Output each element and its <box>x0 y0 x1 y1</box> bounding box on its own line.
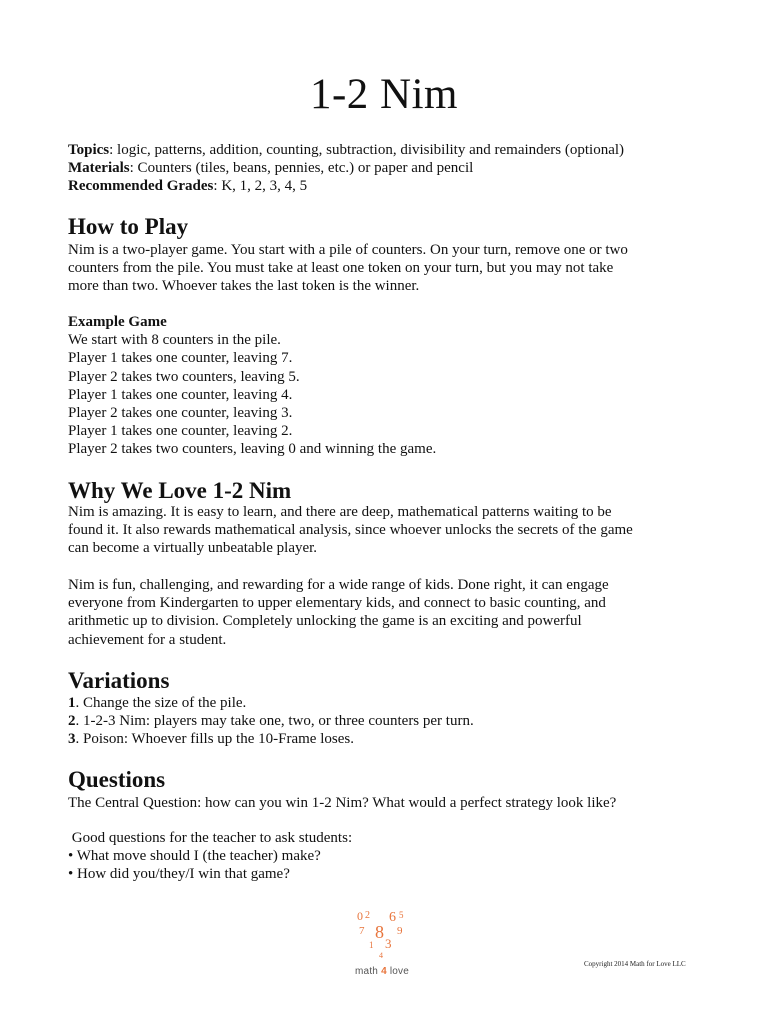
page-title: 1-2 Nim <box>309 71 459 118</box>
grades-value: : K, 1, 2, 3, 4, 5 <box>213 178 308 194</box>
example-line: Player 1 takes one counter, leaving 7. <box>68 350 293 367</box>
heart-of-numbers-icon <box>351 906 413 964</box>
teacher-question-bullet: • How did you/they/I win that game? <box>68 866 290 883</box>
materials-value: : Counters (tiles, beans, pennies, etc.) or paper and pencil <box>129 160 474 176</box>
grades-label: Recommended Grades <box>68 178 214 194</box>
how-to-play-heading: How to Play <box>68 214 189 239</box>
how-to-play-line: Nim is a two-player game. You start with a pile of counters. On your turn, remove one or two <box>68 242 628 258</box>
logo-digit: 5 <box>399 910 404 920</box>
why-line: can become a virtually unbeatable player. <box>68 540 318 557</box>
central-question <box>68 794 708 812</box>
math4love-logo <box>351 906 413 977</box>
why-line: found it. It also rewards mathematical analysis, since whoever unlocks the secrets of the game <box>68 522 633 539</box>
how-to-play-line: more than two. Whoever takes the last token is the winner. <box>68 278 420 295</box>
example-line: Player 1 takes one counter, leaving 2. <box>68 423 293 440</box>
why-line: achievement for a student. <box>68 631 227 648</box>
teacher-questions-intro: Good questions for the teacher to ask students: <box>68 830 353 846</box>
logo-digit: 8 <box>375 922 384 942</box>
meta-info <box>68 141 624 195</box>
how-to-play-line: counters from the pile. You must take at least one token on your turn, but you may not take <box>68 260 614 277</box>
logo-digit: 2 <box>365 910 370 921</box>
variation-item <box>68 730 708 748</box>
variation-text: . Poison: Whoever fills up the 10-Frame loses. <box>75 731 354 748</box>
logo-digit: 1 <box>369 940 374 950</box>
why-heading: Why We Love 1-2 Nim <box>68 478 292 503</box>
topics-line <box>68 141 624 159</box>
materials-label: Materials <box>68 160 130 176</box>
topics-label: Topics <box>68 142 110 158</box>
materials-line <box>68 159 624 177</box>
example-line: Player 2 takes two counters, leaving 5. <box>68 368 300 385</box>
logo-word-love: love <box>389 966 409 977</box>
logo-digit: 3 <box>385 936 392 951</box>
why-paragraph-2 <box>68 576 708 649</box>
variation-text: . 1-2-3 Nim: players may take one, two, or three counters per turn. <box>75 713 474 730</box>
questions-heading: Questions <box>68 767 166 792</box>
why-line: Nim is amazing. It is easy to learn, and there are deep, mathematical patterns waiting to be <box>68 504 612 520</box>
copyright-notice: Copyright 2014 Math for Love LLC <box>584 960 686 968</box>
logo-digit: 7 <box>359 925 365 937</box>
why-line: everyone from Kindergarten to upper elementary kids, and connect to basic counting, and <box>68 595 606 612</box>
why-line: arithmetic up to division. Completely unlocking the game is an exciting and powerful <box>68 613 582 630</box>
how-to-play-body <box>68 241 708 296</box>
teacher-questions <box>68 829 708 884</box>
example-game-heading: Example Game <box>68 314 167 330</box>
example-line: Player 2 takes one counter, leaving 3. <box>68 405 293 422</box>
example-line: We start with 8 counters in the pile. <box>68 332 281 349</box>
example-game <box>68 313 708 459</box>
variation-number: 2 <box>68 713 76 730</box>
variation-number: 3 <box>68 731 76 748</box>
central-question-text: The Central Question: how can you win 1-2 Nim? What would a perfect strategy look like? <box>68 795 617 811</box>
teacher-question-bullet: • What move should I (the teacher) make? <box>68 848 321 865</box>
logo-four: 4 <box>381 966 387 977</box>
logo-digit: 9 <box>397 925 403 937</box>
example-line: Player 1 takes one counter, leaving 4. <box>68 386 293 403</box>
example-line: Player 2 takes two counters, leaving 0 and winning the game. <box>68 441 437 458</box>
variations-list <box>68 694 708 749</box>
variation-number: 1 <box>68 695 76 711</box>
logo-word-math: math <box>355 966 379 977</box>
logo-wordmark <box>351 966 413 977</box>
logo-digit: 6 <box>389 910 396 925</box>
variation-item <box>68 694 708 712</box>
why-paragraph-1 <box>68 503 708 558</box>
logo-digit: 0 <box>357 909 363 923</box>
grades-line <box>68 177 624 195</box>
variation-item <box>68 712 708 730</box>
topics-value: : logic, patterns, addition, counting, subtraction, divisibility and remainders (optional) <box>109 142 625 158</box>
variation-text: . Change the size of the pile. <box>75 695 247 711</box>
variations-heading: Variations <box>68 668 170 693</box>
logo-digit: 4 <box>379 951 383 960</box>
why-line: Nim is fun, challenging, and rewarding for a wide range of kids. Done right, it can engage <box>68 577 609 593</box>
